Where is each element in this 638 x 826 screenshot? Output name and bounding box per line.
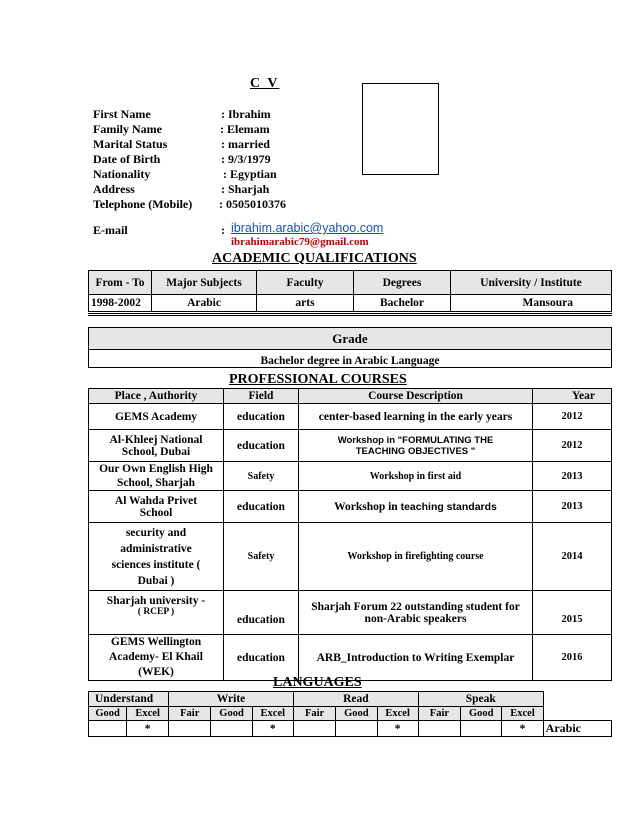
course-desc: Workshop in "FORMULATING THE TEACHING OBJECTIVES ": [299, 430, 533, 462]
course-desc: Workshop in first aid: [299, 462, 533, 491]
personal-value: : Ibrahim: [221, 107, 271, 121]
email-label: E-mail: [93, 223, 128, 237]
courses-table: [88, 388, 612, 681]
course-place-part: ( RCEP ): [137, 607, 175, 617]
cv-title: C V: [250, 76, 280, 91]
lang-level: Excel: [502, 707, 543, 721]
courses-heading: PROFESSIONAL COURSES: [229, 372, 407, 387]
lang-mark: *: [127, 721, 169, 737]
personal-label: Date of Birth: [93, 152, 161, 166]
lang-level: Fair: [293, 707, 335, 721]
lang-mark: *: [377, 721, 418, 737]
course-field: education: [224, 430, 299, 462]
course-place-part: Sharjah university -: [106, 595, 206, 607]
personal-label: Telephone (Mobile): [93, 197, 193, 211]
academic-header: University / Institute: [451, 271, 612, 295]
course-desc: [299, 491, 533, 523]
course-year: 2013: [533, 462, 612, 491]
course-place: [89, 591, 224, 635]
lang-level: Fair: [418, 707, 460, 721]
academic-cell: Mansoura: [451, 295, 612, 312]
lang-level: Excel: [252, 707, 293, 721]
personal-label: Family Name: [93, 122, 162, 136]
course-field: education: [224, 491, 299, 523]
academic-cell: Bachelor: [354, 295, 451, 312]
lang-mark: [89, 721, 127, 737]
course-field: Safety: [224, 523, 299, 591]
course-place: GEMS Wellington Academy- El Khail (WEK): [89, 635, 224, 681]
academic-header: From - To: [89, 271, 152, 295]
personal-label: Marital Status: [93, 137, 168, 151]
courses-header: Field: [224, 389, 299, 404]
course-place: GEMS Academy: [89, 404, 224, 430]
lang-levels-row: [89, 707, 612, 721]
personal-label: First Name: [93, 107, 151, 121]
academic-table: [88, 270, 612, 312]
lang-mark: [211, 721, 252, 737]
lang-level: Good: [89, 707, 127, 721]
course-place: Our Own English High School, Sharjah: [89, 462, 224, 491]
languages-table: [88, 691, 612, 737]
course-field: Safety: [224, 462, 299, 491]
personal-value: : Sharjah: [221, 182, 270, 196]
lang-level: Good: [461, 707, 502, 721]
photo-placeholder: [362, 83, 439, 175]
academic-header: Major Subjects: [152, 271, 257, 295]
course-year: 2013: [533, 491, 612, 523]
personal-value: : married: [221, 137, 270, 151]
academic-cell: 1998-2002: [89, 295, 152, 312]
lang-group: Read: [293, 692, 418, 707]
course-desc: Sharjah Forum 22 outstanding student for non-Arabic speakers: [299, 591, 533, 635]
lang-group: Speak: [418, 692, 543, 707]
divider: [88, 313, 612, 316]
lang-mark: *: [252, 721, 293, 737]
lang-level: Excel: [377, 707, 418, 721]
academic-heading: ACADEMIC QUALIFICATIONS: [212, 251, 417, 266]
grade-table: [88, 327, 612, 368]
languages-heading: LANGUAGES: [273, 675, 362, 690]
personal-value: : 0505010376: [219, 197, 286, 211]
lang-level: Good: [211, 707, 252, 721]
grade-value: Bachelor degree in Arabic Language: [89, 350, 612, 368]
academic-header: Degrees: [354, 271, 451, 295]
personal-label: Address: [93, 182, 135, 196]
course-place: Al Wahda Privet School: [89, 491, 224, 523]
academic-header: Faculty: [257, 271, 354, 295]
academic-cell: arts: [257, 295, 354, 312]
courses-header: Course Description: [299, 389, 533, 404]
course-desc: ARB_Introduction to Writing Exemplar: [299, 635, 533, 681]
course-place: Al-Khleej National School, Dubai: [89, 430, 224, 462]
course-year: 2016: [533, 635, 612, 681]
lang-level: Good: [336, 707, 377, 721]
lang-group: Write: [169, 692, 294, 707]
email-colon: :: [221, 223, 225, 237]
course-year: 2015: [533, 591, 612, 635]
email-secondary: ibrahimarabic79@gmail.com: [231, 236, 369, 248]
email-primary-link[interactable]: ibrahim.arabic@yahoo.com: [231, 221, 384, 235]
course-field: education: [224, 591, 299, 635]
course-year: 2012: [533, 430, 612, 462]
lang-mark: [461, 721, 502, 737]
course-desc-part: teaching standards: [400, 500, 497, 513]
grade-heading: Grade: [89, 328, 612, 350]
courses-header: Place , Authority: [89, 389, 224, 404]
personal-value: : Elemam: [220, 122, 270, 136]
personal-label: Nationality: [93, 167, 151, 181]
course-field: education: [224, 404, 299, 430]
academic-cell: Arabic: [152, 295, 257, 312]
lang-mark: [169, 721, 211, 737]
course-desc: Workshop in firefighting course: [299, 523, 533, 591]
lang-blank: [543, 692, 611, 721]
lang-level: Fair: [169, 707, 211, 721]
courses-header: Year: [533, 389, 612, 404]
course-year: 2014: [533, 523, 612, 591]
lang-group: Understand: [89, 692, 169, 707]
course-field: education: [224, 635, 299, 681]
personal-value: : Egyptian: [223, 167, 277, 181]
lang-level: Excel: [127, 707, 169, 721]
lang-name: Arabic: [543, 721, 611, 737]
course-place: security and administrative sciences institute ( Dubai ): [89, 523, 224, 591]
course-desc: center-based learning in the early years: [299, 404, 533, 430]
lang-mark: [336, 721, 377, 737]
lang-marks-row: [89, 721, 612, 737]
lang-mark: [418, 721, 460, 737]
course-year: 2012: [533, 404, 612, 430]
lang-mark: *: [502, 721, 543, 737]
personal-value: : 9/3/1979: [221, 152, 271, 166]
lang-mark: [293, 721, 335, 737]
course-desc-part: Workshop in: [334, 500, 401, 513]
